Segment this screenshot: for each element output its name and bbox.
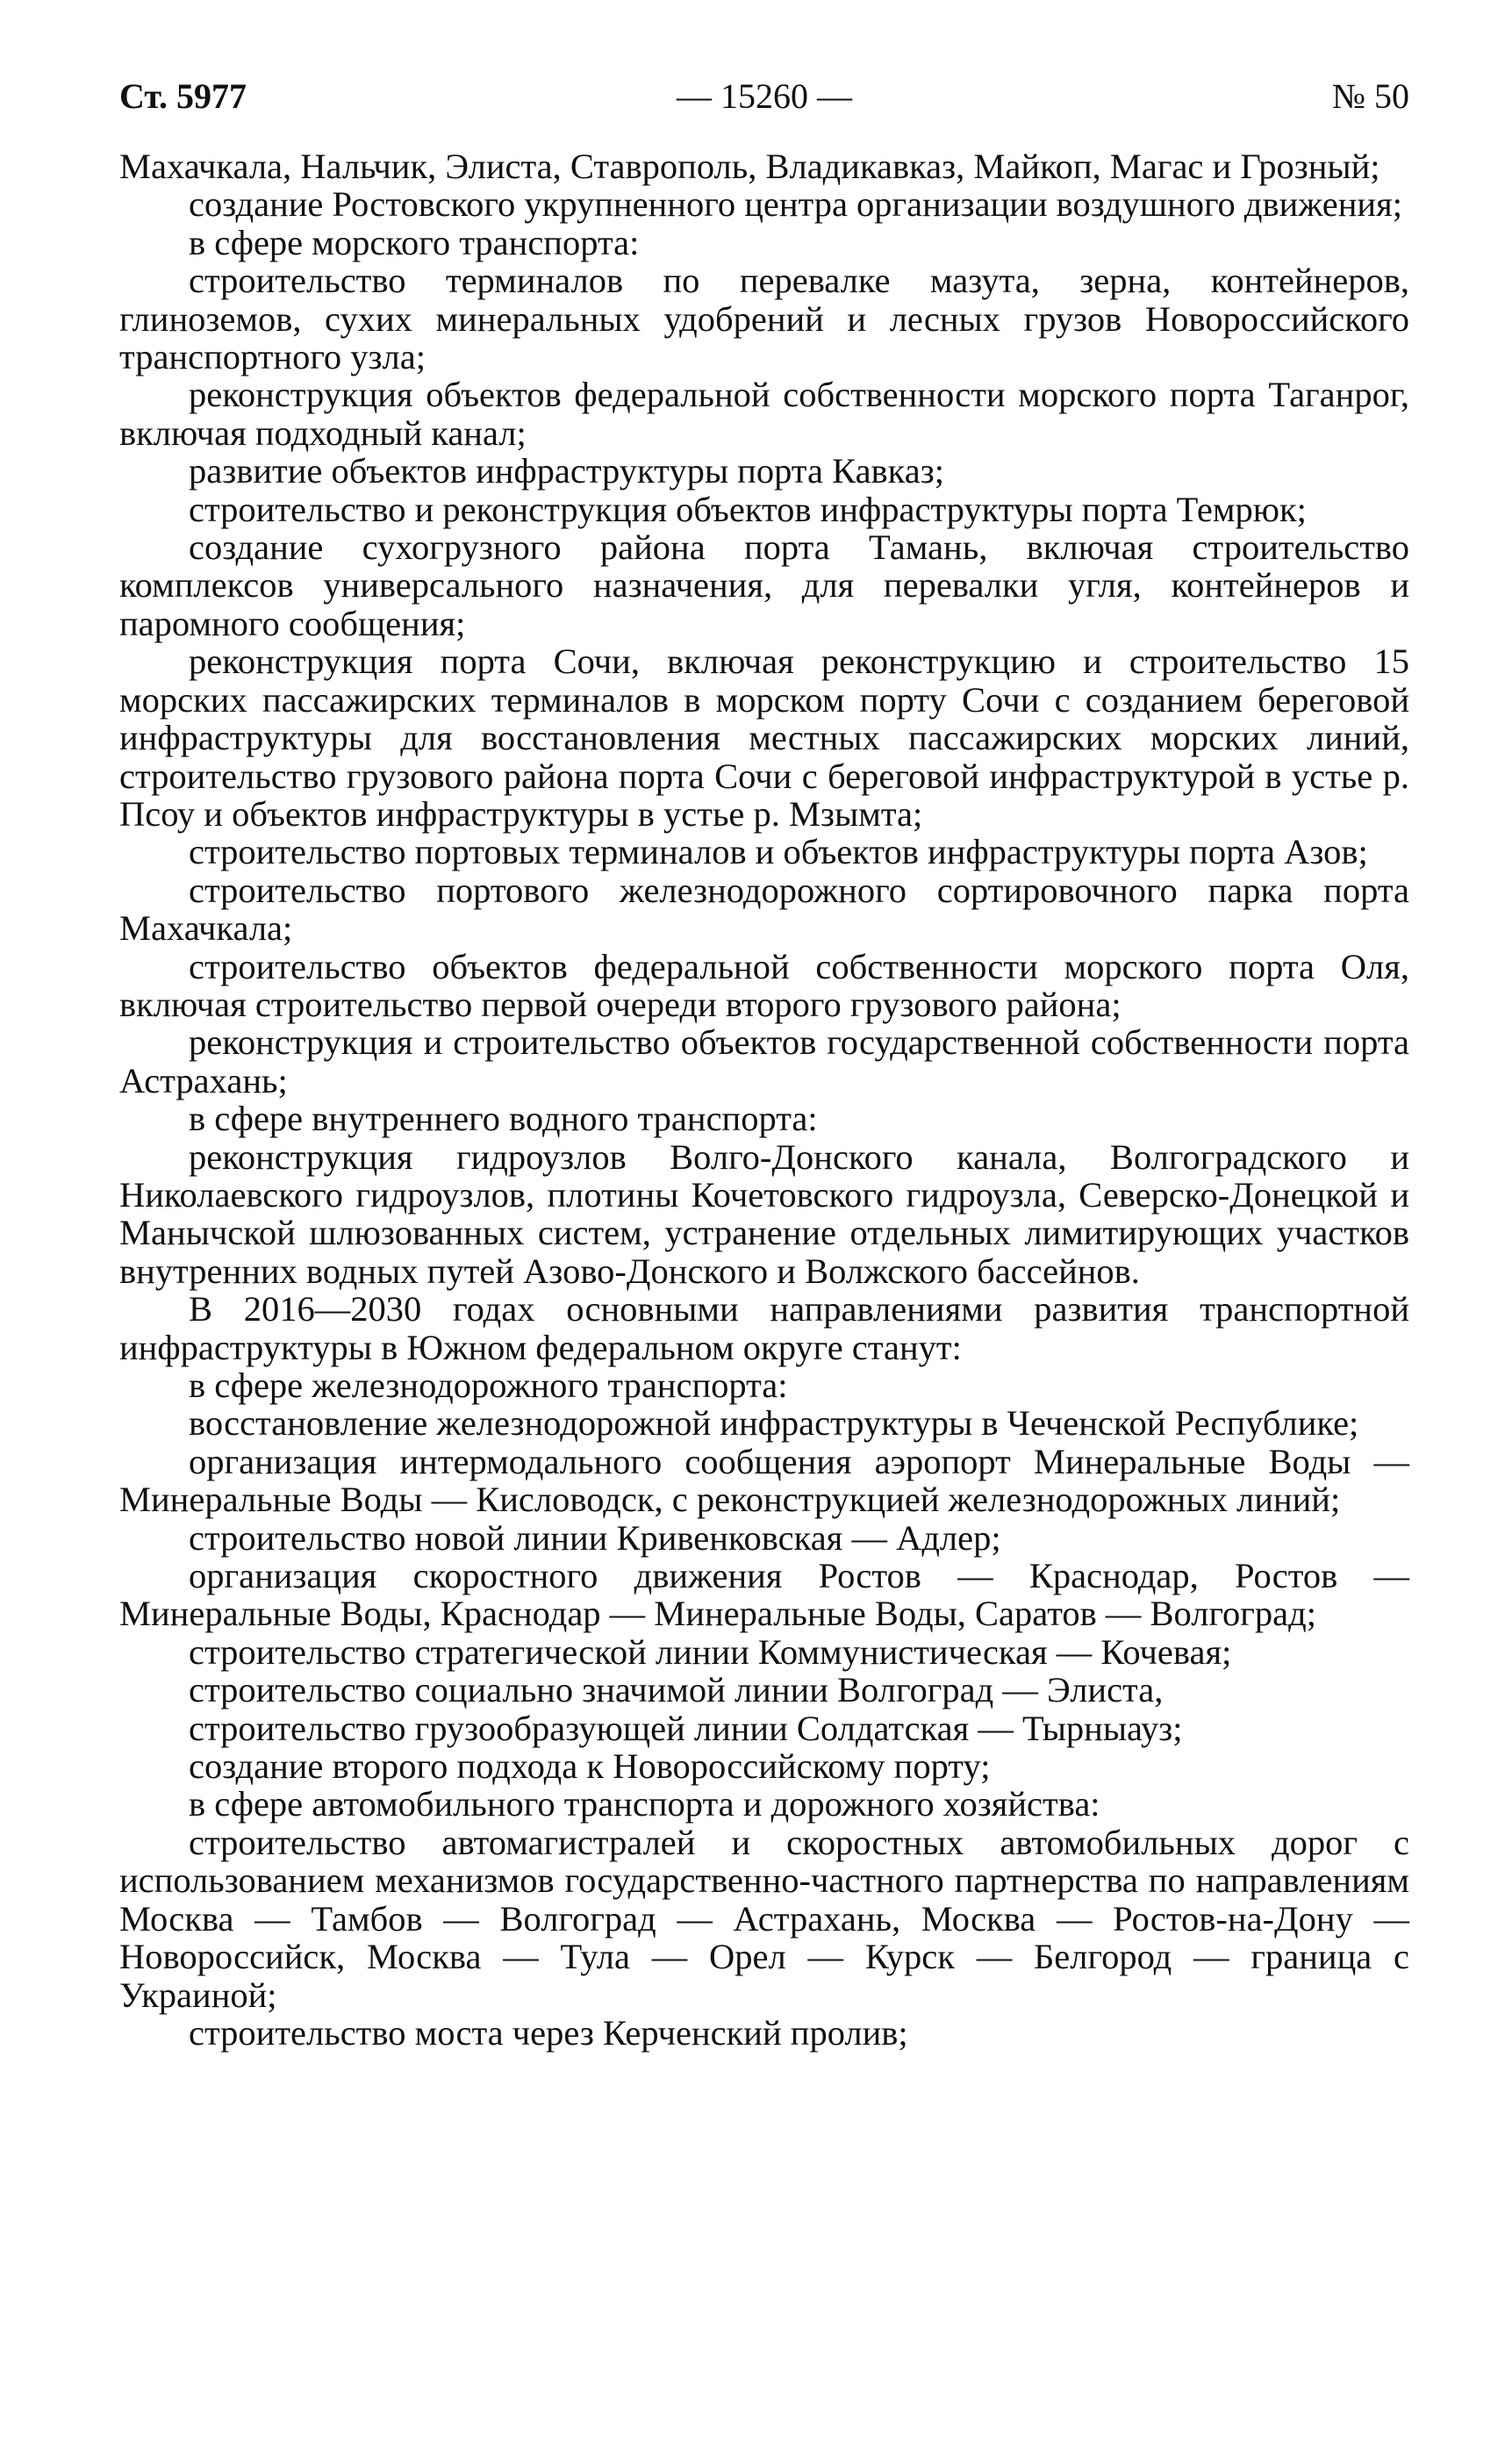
paragraph: строительство портовых терминалов и объектов инфраструктуры порта Азов; — [189, 832, 1368, 872]
paragraph: реконструкция и строительство объектов государственной собственности порта Астрахань; — [119, 1022, 1409, 1100]
paragraph: строительство стратегической линии Коммунистическая — Кочевая; — [189, 1631, 1232, 1672]
paragraph: В 2016—2030 годах основными направлениями развития транспортной инфраструктуры в Южном федеральном округе станут: — [119, 1289, 1409, 1367]
paragraph: строительство и реконструкция объектов инфраструктуры порта Темрюк; — [189, 489, 1307, 529]
paragraph: реконструкция гидроузлов Волго-Донского канала, Волгоградского и Николаевского гидроузлов, плотины Кочетовского гидроузла, Северско-Донецкой и Манычской шлюзованных систем, устранение отдельных лимитирующих участков внутренних водных путей Азово-Донского и Волжского бассейнов. — [119, 1136, 1409, 1291]
issue-number: № 50 — [1331, 76, 1409, 116]
article-number: Ст. 5977 — [119, 76, 247, 116]
paragraph: реконструкция порта Сочи, включая реконструкцию и строительство 15 морских пассажирских терминалов в морском порту Сочи с созданием береговой инфраструктуры для восстановления местных пассажирских морских линий, строительство грузового района порта Сочи с береговой инфраструктурой в устье р. Псоу и объектов инфраструктуры в устье р. Мзымта; — [119, 641, 1409, 834]
paragraph: строительство терминалов по перевалке мазута, зерна, контейнеров, глиноземов, сухих минеральных удобрений и лесных грузов Новороссийского транспортного узла; — [119, 261, 1409, 377]
paragraph: организация скоростного движения Ростов — Краснодар, Ростов — Минеральные Воды, Краснодар — Минеральные Воды, Саратов — Волгоград; — [119, 1556, 1409, 1634]
page-number: — 15260 — — [677, 76, 852, 116]
paragraph: организация интермодального сообщения аэропорт Минеральные Воды — Минеральные Воды — Кисловодск, с реконструкцией железнодорожных линий; — [119, 1441, 1409, 1520]
section-heading: в сфере автомобильного транспорта и дорожного хозяйства: — [189, 1784, 1100, 1824]
paragraph: восстановление железнодорожной инфраструктуры в Чеченской Республике; — [189, 1403, 1359, 1444]
paragraph: Махачкала, Нальчик, Элиста, Ставрополь, Владикавказ, Майкоп, Магас и Грозный; — [119, 147, 1380, 186]
paragraph: строительство грузообразующей линии Солдатская — Тырныауз; — [189, 1708, 1183, 1748]
paragraph: строительство портового железнодорожного сортировочного парка порта Махачкала; — [119, 870, 1409, 949]
paragraph: строительство социально значимой линии Волгоград — Элиста, — [189, 1670, 1164, 1710]
section-heading: в сфере железнодорожного транспорта: — [189, 1365, 788, 1405]
section-heading: в сфере внутреннего водного транспорта: — [189, 1099, 818, 1139]
paragraph: строительство моста через Керченский пролив; — [189, 2012, 908, 2053]
paragraph: строительство объектов федеральной собственности морского порта Оля, включая строительство первой очереди второго грузового района; — [119, 946, 1409, 1024]
page-header — [119, 75, 1409, 128]
document-body — [119, 147, 1409, 2052]
paragraph: строительство новой линии Кривенковская — Адлер; — [189, 1517, 1001, 1558]
paragraph: реконструкция объектов федеральной собственности морского порта Таганрог, включая подходный канал; — [119, 375, 1409, 453]
paragraph: создание второго подхода к Новороссийскому порту; — [189, 1746, 991, 1787]
paragraph: развитие объектов инфраструктуры порта Кавказ; — [189, 451, 944, 491]
paragraph: создание Ростовского укрупненного центра организации воздушного движения; — [189, 184, 1402, 225]
paragraph: создание сухогрузного района порта Тамань, включая строительство комплексов универсального назначения, для перевалки угля, контейнеров и паромного сообщения; — [119, 527, 1409, 643]
paragraph: строительство автомагистралей и скоростных автомобильных дорог с использованием механизмов государственно-частного партнерства по направлениям Москва — Тамбов — Волгоград — Астрахань, Москва — Ростов-на-Дону — Новороссийск, Москва — Тула — Орел — Курск — Белгород — граница с Украиной; — [119, 1822, 1409, 2015]
section-heading: в сфере морского транспорта: — [189, 222, 640, 262]
